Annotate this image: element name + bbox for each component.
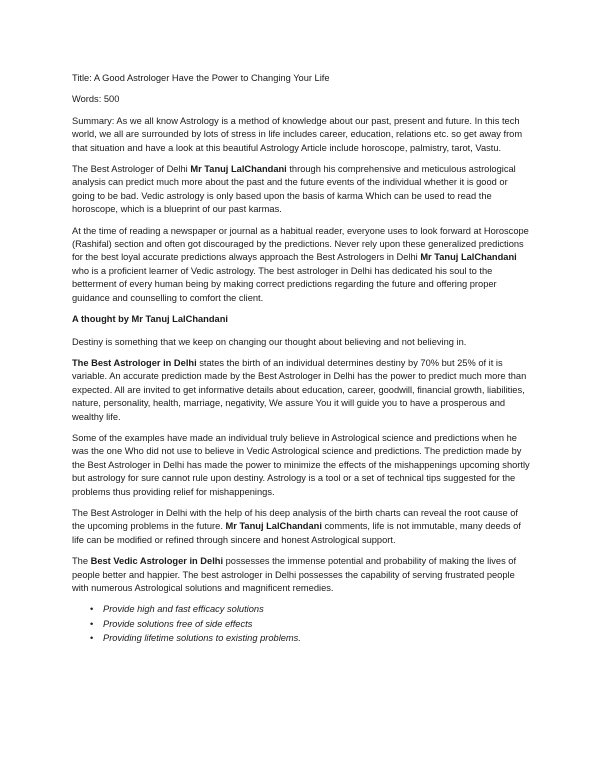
- bullet-icon: •: [90, 633, 94, 644]
- paragraph-newspaper: At the time of reading a newspaper or journal as a habitual reader, everyone uses to look forward at Horoscope (Rashifal) section and often got discouraged by the predictions. Never rely upon these generalized predictions for the best loyal accurate predictions always approach the Best Astrologers in Delhi Mr Tanuj LalChandani who is a proficient learner of Vedic astrology. The best astrologer in Delhi has dedicated his soul to the betterment of every human being by making correct predictions regarding the future and offering proper guidance and counselling to comfort the client.: [72, 225, 529, 303]
- paragraph-destiny: Destiny is something that we keep on changing our thought about believing and not believing in.: [72, 336, 467, 347]
- paragraph-vedic-astrologer: The Best Vedic Astrologer in Delhi possesses the immense potential and probability of making the lives of people better and happier. The best astrologer in Delhi possesses the capability of serving frustrated people with numerous Astrological solutions and magnificent remedies.: [72, 556, 517, 593]
- paragraph-birth-charts: The Best Astrologer in Delhi with the help of his deep analysis of the birth charts can reveal the root cause of the upcoming problems in the future. Mr Tanuj LalChandani comments, life is not immutable, many deeds of life can be modified or refined through sincere and honest Astrological support.: [72, 507, 521, 545]
- benefits-list: [72, 603, 530, 645]
- section-heading: A thought by Mr Tanuj LalChandani: [72, 314, 228, 325]
- bullet-icon: •: [90, 604, 94, 615]
- summary-paragraph: Summary: As we all know Astrology is a method of knowledge about our past, present and future. In this tech world, we all are surrounded by lots of stress in life includes career, education, relations etc. so get away from that situation and have a look at this beautiful Astrology Article include horoscope, palmistry, tarot, Vastu.: [72, 115, 523, 153]
- paragraph-birth-destiny: The Best Astrologer in Delhi states the birth of an individual determines destiny by 70% but 25% of it is variable. An accurate prediction made by the Best Astrologer in Delhi has the power to predict much more than expected. All are invited to get informative details about education, career, goodwill, financial growth, liabilities, nature, personality, health, marriage, negativity, We assure You it will guide you to have a prosperous and wealthy life.: [72, 357, 527, 422]
- word-count: Words: 500: [72, 94, 120, 105]
- list-item: • Provide high and fast efficacy solutions: [90, 603, 530, 616]
- document-title: Title: A Good Astrologer Have the Power to Changing Your Life: [72, 73, 330, 83]
- list-item: • Provide solutions free of side effects: [90, 618, 530, 631]
- list-item: • Providing lifetime solutions to existing problems.: [90, 632, 530, 645]
- paragraph-examples: Some of the examples have made an individual truly believe in Astrological science and predictions when he was the one Who did not use to believe in Vedic Astrological science and predictions. The prediction made by the Best Astrologer in Delhi has made the power to minimize the effects of the mishappenings upcoming shortly but astrology for sure cannot rule upon destiny. Astrology is a tool or a set of technical tips suggested for the problems thus providing relief for mishappenings.: [72, 432, 530, 497]
- bullet-icon: •: [90, 618, 94, 629]
- paragraph-best-astrologer: The Best Astrologer of Delhi Mr Tanuj LalChandani through his comprehensive and meticulous astrological analysis can predict much more about the past and the future events of the individual whether it is good or going to be bad. Vedic astrology is only based upon the basis of karma Which can be used to read the horoscope, which is a blueprint of our past karmas.: [72, 164, 516, 215]
